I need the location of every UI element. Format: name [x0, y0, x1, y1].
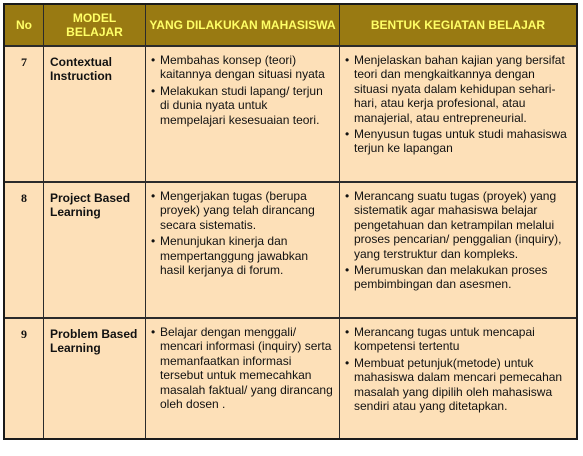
header-model: MODEL BELAJAR	[44, 5, 146, 45]
list-item: • Menyusun tugas untuk studi mahasiswa terjun ke lapangan	[354, 127, 570, 156]
list-item: • Membuat petunjuk(metode) untuk mahasiswa dalam mencari pemecahan masalah yang dipilih oleh mahasiswa sendiri atau yang ditetapkan.	[354, 356, 570, 414]
list-item: • Membahas konsep (teori) kaitannya dengan situasi nyata	[160, 53, 333, 82]
row-learning-forms	[340, 319, 576, 438]
row-model: Contextual Instruction	[44, 47, 146, 181]
header-activity: YANG DILAKUKAN MAHASISWA	[146, 5, 340, 45]
header-form: BENTUK KEGIATAN BELAJAR	[370, 18, 546, 32]
list-item: • Merumuskan dan melakukan proses pembimbingan dan asesmen.	[354, 263, 570, 292]
learning-models-table	[3, 3, 578, 440]
row-learning-forms	[340, 47, 576, 181]
list-item: • Melakukan studi lapang/ terjun di dunia nyata untuk mempelajari kesesuaian teori.	[160, 84, 333, 127]
row-student-activities	[146, 319, 340, 438]
header-no: No	[5, 5, 44, 45]
table-row	[5, 181, 576, 317]
row-learning-forms	[340, 183, 576, 317]
row-number: 7	[5, 47, 44, 181]
row-number: 8	[5, 183, 44, 317]
table-row	[5, 317, 576, 438]
list-item: • Mengerjakan tugas (berupa proyek) yang telah dirancang secara sistematis.	[160, 189, 333, 232]
list-item: • Menunjukan kinerja dan mempertanggung jawabkan hasil kerjanya di forum.	[160, 234, 333, 277]
row-student-activities	[146, 47, 340, 181]
table-row	[5, 45, 576, 181]
row-model: Problem Based Learning	[44, 319, 146, 438]
list-item: • Belajar dengan menggali/ mencari informasi (inquiry) serta memanfaatkan informasi tersebut untuk memecahkan masalah faktual/ yang dirancang oleh dosen .	[160, 325, 333, 411]
row-model: Project Based Learning	[44, 183, 146, 317]
list-item: • Menjelaskan bahan kajian yang bersifat teori dan mengkaitkannya dengan situasi nyata dalam kehidupan sehari-hari, atau kerja profesional, atau manajerial, atau entrepreneurial.	[354, 53, 570, 125]
list-item: • Merancang suatu tugas (proyek) yang sistematik agar mahasiswa belajar pengetahuan dan ketrampilan melalui proses pencarian/ penggalian (inquiry), yang terstruktur dan kompleks.	[354, 189, 570, 261]
row-number: 9	[5, 319, 44, 438]
row-student-activities	[146, 183, 340, 317]
table-header	[5, 5, 576, 45]
list-item: • Merancang tugas untuk mencapai kompetensi tertentu	[354, 325, 570, 354]
